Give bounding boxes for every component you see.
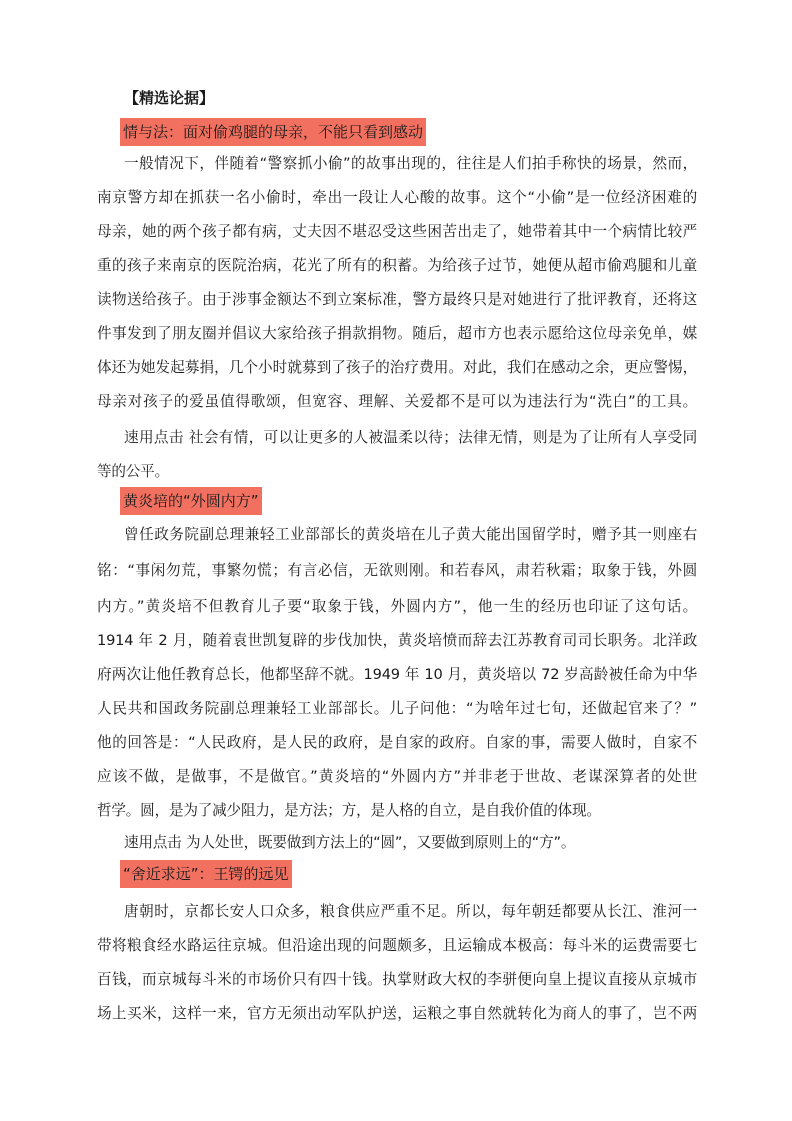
section-heading: 【精选论据】 <box>124 89 215 107</box>
highlighted-title-1: 情与法：面对偷鸡腿的母亲，不能只看到感动 <box>120 118 426 146</box>
paragraph-line: 带将粮食经水路运往京城。但沿途出现的问题颇多，且运输成本极高：每斗米的运费需要七 <box>97 937 697 954</box>
paragraph-line: 1914 年 2 月，随着袁世凯复辟的步伐加快，黄炎培愤而辞去江苏教育司司长职务。北洋政 <box>97 632 697 649</box>
paragraph-line: 唐朝时，京都长安人口众多，粮食供应严重不足。所以，每年朝廷都要从长江、淮河一 <box>124 903 697 920</box>
paragraph-line: 府两次让他任教育总长，他都坚辞不就。1949 年 10 月，黄炎培以 72 岁高龄被任命为中华 <box>97 666 697 683</box>
paragraph-line: 哲学。圆，是为了减少阻力，是方法；方，是人格的自立，是自我价值的体现。 <box>97 802 601 819</box>
paragraph-line: 读物送给孩子。由于涉事金额达不到立案标准，警方最终只是对她进行了批评教育，还将这 <box>97 291 697 308</box>
paragraph-line: 南京警方却在抓获一名小偷时，牵出一段让人心酸的故事。这个“小偷”是一位经济困难的 <box>97 189 697 206</box>
paragraph-line: 母亲对孩子的爱虽值得歌颂，但宽容、理解、关爱都不是可以为违法行为“洗白”的工具。 <box>97 393 697 410</box>
paragraph-line: 应该不做，是做事，不是做官。”黄炎培的“外圆内方”并非老于世故、老谋深算者的处世 <box>97 768 697 785</box>
paragraph-line: 件事发到了朋友圈并倡议大家给孩子捐款捐物。随后，超市方也表示愿给这位母亲免单，媒 <box>97 325 697 342</box>
paragraph-line: 体还为她发起募捐，几个小时就募到了孩子的治疗费用。对此，我们在感动之余，更应警惕， <box>97 359 697 376</box>
highlighted-title-2: 黄炎培的“外圆内方” <box>120 487 262 515</box>
paragraph-line: 重的孩子来南京的医院治病，花光了所有的积蓄。为给孩子过节，她便从超市偷鸡腿和儿童 <box>97 257 697 274</box>
paragraph-line: 母亲，她的两个孩子都有病，丈夫因不堪忍受这些困苦出走了，她带着其中一个病情比较严 <box>97 223 697 240</box>
paragraph-line: 百钱，而京城每斗米的市场价只有四十钱。执掌财政大权的李骈便向皇上提议直接从京城市 <box>97 971 697 988</box>
paragraph-line: 曾任政务院副总理兼轻工业部部长的黄炎培在儿子黄大能出国留学时，赠予其一则座右 <box>124 526 697 543</box>
paragraph-line: 内方。”黄炎培不但教育儿子要“取象于钱，外圆内方”，他一生的经历也印证了这句话。 <box>97 598 697 615</box>
tip-line: 速用点击 社会有情，可以让更多的人被温柔以待；法律无情，则是为了让所有人享受同 <box>124 429 697 446</box>
tip-line: 速用点击 为人处世，既要做到方法上的“圆”，又要做到原则上的“方”。 <box>124 834 576 851</box>
paragraph-line: 人民共和国政务院副总理兼轻工业部部长。儿子问他：“为啥年过七旬，还做起官来了？” <box>97 700 697 717</box>
paragraph-line: 一般情况下，伴随着“警察抓小偷”的故事出现的，往往是人们拍手称快的场景，然而， <box>124 155 697 172</box>
tip-line: 等的公平。 <box>97 463 169 480</box>
paragraph-line: 他的回答是：“人民政府，是人民的政府，是自家的政府。自家的事，需要人做时，自家不 <box>97 734 697 751</box>
paragraph-line: 铭：“事闲勿荒，事繁勿慌；有言必信，无欲则刚。和若春风，肃若秋霜；取象于钱，外圆 <box>97 562 697 579</box>
highlighted-title-3: “舍近求远”：王锷的远见 <box>120 860 292 888</box>
paragraph-line: 场上买米，这样一来，官方无须出动军队护送，运粮之事自然就转化为商人的事了，岂不两 <box>97 1005 697 1022</box>
